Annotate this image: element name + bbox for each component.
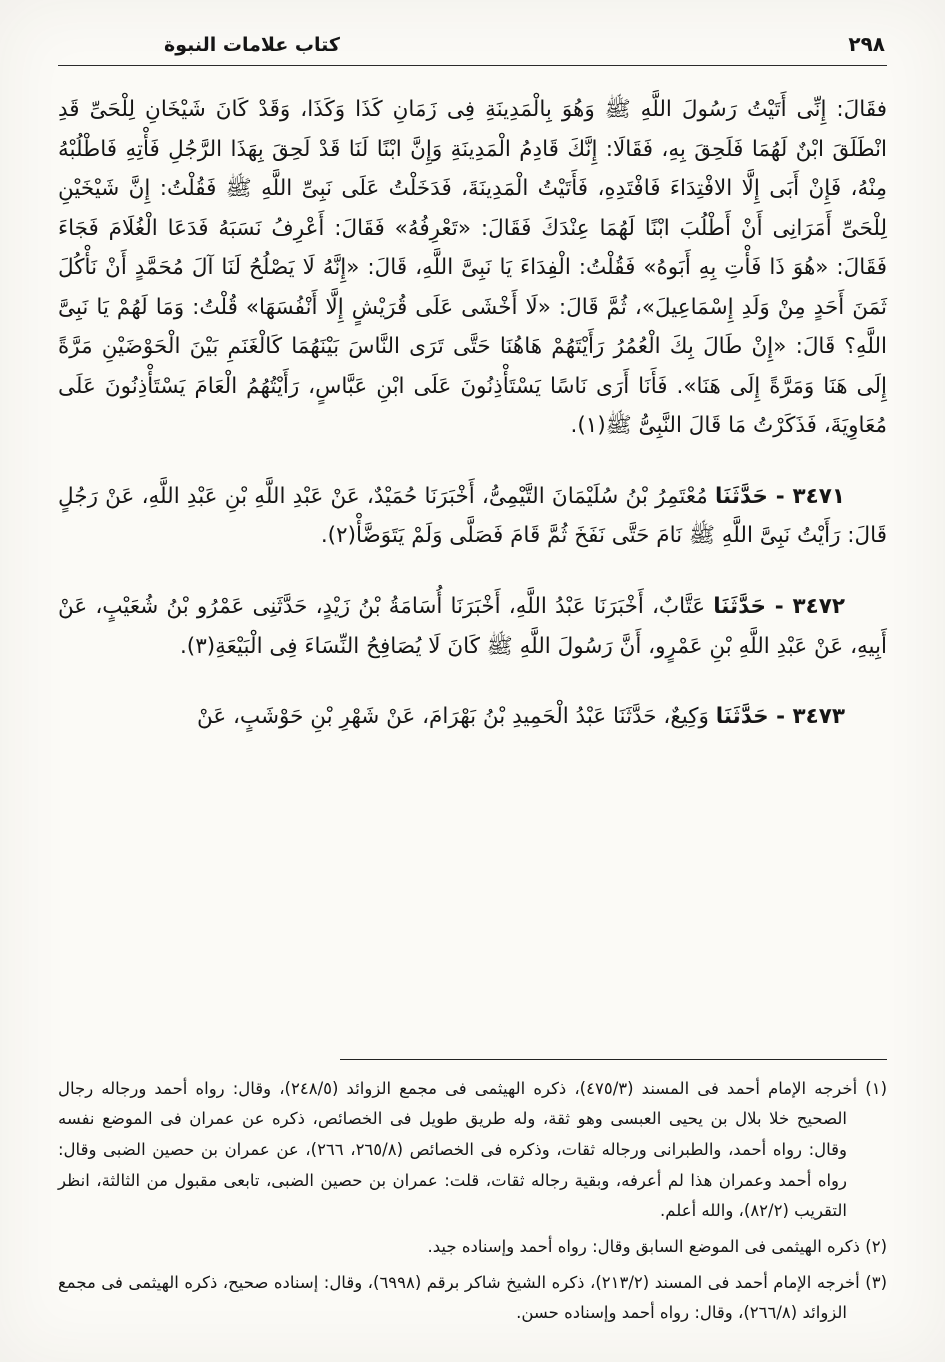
hadith-number-lead: ٣٤٧٣ - حَدَّثَنَا xyxy=(715,704,845,730)
hadith-number-lead: ٣٤٧٢ - حَدَّثَنَا xyxy=(713,594,846,620)
footnote-1 xyxy=(58,1074,887,1227)
footnote-text: ذكره الهيثمى فى الموضع السابق وقال: رواه أحمد وإسناده جيد. xyxy=(427,1236,860,1256)
footnote-3 xyxy=(58,1268,887,1329)
footnote-text: أخرجه الإمام أحمد فى المسند (٢١٣/٢)، ذكره الشيخ شاكر برقم (٦٩٩٨)، وقال: إسناده صحيح، ذكره الهيثمى فى مجمع الزوائد (٢٦٦/٨)، وقال: رواه أحمد وإسناده حسن. xyxy=(58,1272,860,1323)
hadith-text: عَتَّابٌ، أَخْبَرَنَا عَبْدُ اللَّهِ، أَخْبَرَنَا أُسَامَةُ بْنُ زَيْدٍ، حَدَّثَنِى عَمْرُو بْنُ شُعَيْبٍ، عَنْ أَبِيهِ، عَنْ عَبْدِ اللَّهِ بْنِ عَمْرٍو، أَنَّ رَسُولَ اللَّهِ ﷺ كَانَ لَا يُصَافِحُ النِّسَاءَ فِى الْبَيْعَةِ(٣). xyxy=(58,594,887,659)
footnote-separator xyxy=(340,1059,887,1060)
hadith-text: مُعْتَمِرُ بْنُ سُلَيْمَانَ التَّيْمِىُّ، أَخْبَرَنَا حُمَيْدٌ، عَنْ عَبْدِ اللَّهِ بْنِ عَبْدِ اللَّهِ، عَنْ رَجُلٍ قَالَ: رَأَيْتُ نَبِىَّ اللَّهِ ﷺ نَامَ حَتَّى نَفَخَ ثُمَّ قَامَ فَصَلَّى وَلَمْ يَتَوَضَّأْ(٢). xyxy=(58,483,887,549)
footnote-marker: (١) xyxy=(865,1078,887,1098)
header-rule xyxy=(58,65,887,66)
hadith-continuation-paragraph: فقَالَ: إِنِّى أَتَيْتُ رَسُولَ اللَّهِ ﷺ وَهُوَ بِالْمَدِينَةِ فِى زَمَانِ كَذَا وَكَذَا، وَقَدْ كَانَ شَيْخَانِ لِلْحَىِّ قَدِ انْطَلَقَ ابْنٌ لَهُمَا فَلَحِقَ بِهِ، فَقَالَا: إِنَّكَ قَادِمُ الْمَدِينَةِ وَإِنَّ ابْنًا لَنَا قَدْ لَحِقَ بِهَذَا الرَّجُلِ فَأْتِهِ فَاطْلُبْهُ مِنْهُ، فَإِنْ أَبَى إِلَّا الافْتِدَاءَ فَافْتَدِهِ، فَأَتَيْتُ الْمَدِينَةَ، فَدَخَلْتُ عَلَى نَبِىِّ اللَّهِ ﷺ فَقُلْتُ: إِنَّ شَيْخَيْنِ لِلْحَىِّ أَمَرَانِى أَنْ أَطْلُبَ ابْنًا لَهُمَا عِنْدَكَ فَقَالَ: «تَعْرِفُهُ» فَقَالَ: أَعْرِفُ نَسَبَهُ فَدَعَا الْغُلَامَ فَجَاءَ فَقَالَ: «هُوَ ذَا فَأْتِ بِهِ أَبَوهُ» فَقُلْتُ: الْفِدَاءَ يَا نَبِىَّ اللَّهِ، قَالَ: «إِنَّهُ لَا يَصْلُحُ لَنَا آلَ مُحَمَّدٍ أَنْ نَأْكُلَ ثَمَنَ أَحَدٍ مِنْ وَلَدِ إِسْمَاعِيلَ»، ثُمَّ قَالَ: «لَا أَخْشَى عَلَى قُرَيْشٍ إِلَّا أَنْفُسَهَا» قُلْتُ: وَمَا لَهُمْ يَا نَبِىَّ اللَّهِ؟ قَالَ: «إِنْ طَالَ بِكَ الْعُمُرُ رَأَيْتَهُمْ هَاهُنَا حَتَّى تَرَى النَّاسَ بَيْنَهُمَا كَالْغَنَمِ بَيْنَ الْحَوْضَيْنِ مَرَّةً إِلَى هَنَا وَمَرَّةً إِلَى هَنَا». فَأَنَا أَرَى نَاسًا يَسْتَأْذِنُونَ عَلَى ابْنِ عَبَّاسٍ، رَأَيْتُهُمُ الْعَامَ يَسْتَأْذِنُونَ عَلَى مُعَاوِيَةَ، فَذَكَرْتُ مَا قَالَ النَّبِىُّ ﷺ(١). xyxy=(58,97,887,439)
footnote-2 xyxy=(58,1232,887,1263)
main-text xyxy=(58,90,887,737)
hadith-paragraph-3471 xyxy=(58,477,887,556)
footnote-marker: (٣) xyxy=(865,1272,887,1292)
hadith-number-lead: ٣٤٧١ - حَدَّثَنَا xyxy=(714,483,845,509)
hadith-paragraph-3472 xyxy=(58,587,887,666)
footnote-text: أخرجه الإمام أحمد فى المسند (٤٧٥/٣)، ذكره الهيثمى فى مجمع الزوائد (٢٤٨/٥)، وقال: رواه أحمد ورجاله رجال الصحيح خلا بلال بن يحيى العبسى وهو ثقة، وله طريق طويل فى الخصائص، ذكره عن عمران فى الموضع نفسه وقال: رواه أحمد، والطبرانى ورجاله ثقات، وذكره فى الخصائص (٢٦٥/٨، ٢٦٦)، عن عمران بن حصين الضبى وقال: رواه أحمد وعمران هذا لم أعرفه، وبقية رجاله ثقات، قلت: عمران بن حصين الضبى، تابعى مقبول من الثالثة، انظر التقريب (٨٢/٢)، والله أعلم. xyxy=(58,1078,858,1221)
page-header xyxy=(58,28,887,56)
chapter-title: كتاب علامات النبوة xyxy=(164,34,340,56)
hadith-text: وَكِيعٌ، حَدَّثَنَا عَبْدُ الْحَمِيدِ بْنُ بَهْرَامَ، عَنْ شَهْرِ بْنِ حَوْشَبٍ، عَنْ xyxy=(196,704,709,730)
footnotes-section xyxy=(58,1059,887,1335)
footnote-marker: (٢) xyxy=(865,1236,887,1256)
page-number: ٢٩٨ xyxy=(848,32,885,56)
hadith-paragraph-3473 xyxy=(58,697,887,737)
